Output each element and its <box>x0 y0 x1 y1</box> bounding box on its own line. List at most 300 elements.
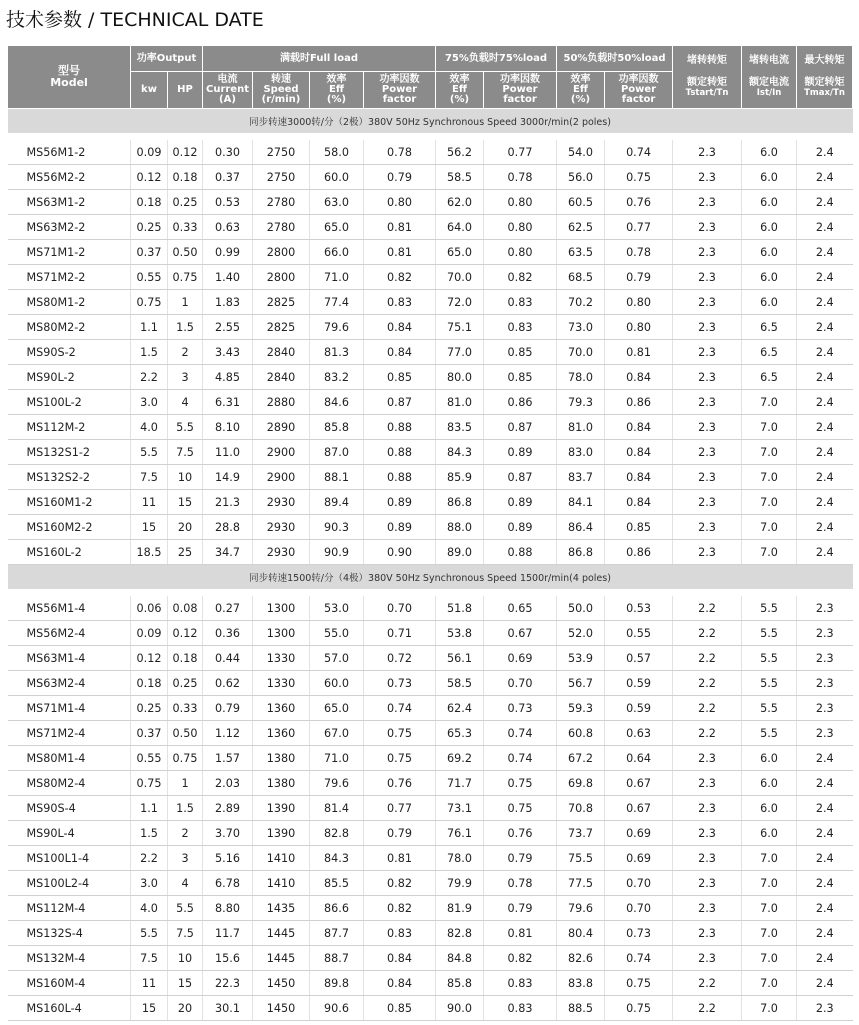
table-cell: 7.0 <box>742 871 797 896</box>
header-power-factor-50: 功率因数 Power factor <box>605 72 673 109</box>
table-cell: 0.83 <box>484 996 557 1021</box>
table-cell: 59.3 <box>557 696 605 721</box>
model-cell: MS112M-2 <box>8 415 131 440</box>
table-cell: 2.4 <box>797 515 853 540</box>
section-label: 同步转速3000转/分（2极）380V 50Hz Synchronous Speed 3000r/min(2 poles) <box>8 109 853 134</box>
table-cell: 2.4 <box>797 165 853 190</box>
header-full-load-group: 满载时Full load <box>203 46 436 72</box>
table-cell: 4.0 <box>131 415 168 440</box>
table-cell: 88.0 <box>436 515 484 540</box>
table-cell: 69.8 <box>557 771 605 796</box>
table-cell: 53.9 <box>557 646 605 671</box>
table-row <box>8 415 853 440</box>
table-cell: 5.5 <box>168 415 203 440</box>
table-cell: 20 <box>168 515 203 540</box>
table-cell: 6.0 <box>742 290 797 315</box>
table-cell: 6.0 <box>742 265 797 290</box>
table-cell: 1 <box>168 771 203 796</box>
table-cell: 72.0 <box>436 290 484 315</box>
table-cell: 2.2 <box>673 996 742 1021</box>
header-tmax: 最大转矩 额定转矩 Tmax/Tn <box>797 46 853 109</box>
table-cell: 0.87 <box>364 390 436 415</box>
table-cell: 1.1 <box>131 315 168 340</box>
section-spacer <box>8 133 853 140</box>
table-cell: 0.64 <box>605 746 673 771</box>
table-cell: 2930 <box>253 540 310 565</box>
table-cell: 54.0 <box>557 140 605 165</box>
table-cell: 2.2 <box>673 646 742 671</box>
table-cell: 0.79 <box>605 265 673 290</box>
table-cell: 62.5 <box>557 215 605 240</box>
table-row <box>8 971 853 996</box>
table-cell: 57.0 <box>310 646 364 671</box>
table-cell: 1435 <box>253 896 310 921</box>
table-cell: 2.3 <box>673 390 742 415</box>
table-cell: 3 <box>168 846 203 871</box>
model-cell: MS63M2-2 <box>8 215 131 240</box>
table-cell: 2900 <box>253 465 310 490</box>
table-row <box>8 621 853 646</box>
spacer-cell <box>8 133 853 140</box>
table-row <box>8 365 853 390</box>
table-cell: 6.0 <box>742 821 797 846</box>
table-cell: 0.89 <box>364 490 436 515</box>
table-cell: 30.1 <box>203 996 253 1021</box>
table-cell: 2.55 <box>203 315 253 340</box>
table-cell: 88.7 <box>310 946 364 971</box>
table-cell: 0.74 <box>605 140 673 165</box>
table-cell: 15 <box>131 515 168 540</box>
table-cell: 0.55 <box>605 621 673 646</box>
table-cell: 85.8 <box>310 415 364 440</box>
table-cell: 6.0 <box>742 746 797 771</box>
table-cell: 0.70 <box>605 871 673 896</box>
table-cell: 84.3 <box>310 846 364 871</box>
table-cell: 2.3 <box>673 871 742 896</box>
table-cell: 0.76 <box>364 771 436 796</box>
table-cell: 2.4 <box>797 771 853 796</box>
table-cell: 0.80 <box>484 190 557 215</box>
table-cell: 25 <box>168 540 203 565</box>
table-cell: 0.78 <box>364 140 436 165</box>
table-cell: 80.0 <box>436 365 484 390</box>
table-row <box>8 440 853 465</box>
table-cell: 0.36 <box>203 621 253 646</box>
table-cell: 2.2 <box>131 846 168 871</box>
table-cell: 10 <box>168 946 203 971</box>
table-cell: 75.1 <box>436 315 484 340</box>
table-cell: 2.3 <box>673 290 742 315</box>
table-cell: 0.77 <box>484 140 557 165</box>
table-cell: 3.43 <box>203 340 253 365</box>
table-cell: 0.80 <box>605 315 673 340</box>
table-row <box>8 290 853 315</box>
table-cell: 0.79 <box>203 696 253 721</box>
table-row <box>8 721 853 746</box>
model-cell: MS132S2-2 <box>8 465 131 490</box>
table-cell: 79.9 <box>436 871 484 896</box>
table-cell: 60.5 <box>557 190 605 215</box>
table-row <box>8 340 853 365</box>
model-cell: MS56M1-2 <box>8 140 131 165</box>
table-cell: 0.82 <box>364 896 436 921</box>
table-cell: 0.75 <box>484 796 557 821</box>
table-cell: 7.0 <box>742 515 797 540</box>
table-cell: 0.86 <box>605 390 673 415</box>
table-cell: 60.0 <box>310 165 364 190</box>
table-cell: 77.4 <box>310 290 364 315</box>
table-cell: 87.0 <box>310 440 364 465</box>
table-cell: 66.0 <box>310 240 364 265</box>
table-cell: 82.6 <box>557 946 605 971</box>
table-cell: 84.1 <box>557 490 605 515</box>
table-cell: 10 <box>168 465 203 490</box>
table-cell: 0.75 <box>605 971 673 996</box>
table-cell: 0.25 <box>168 190 203 215</box>
table-cell: 2.4 <box>797 315 853 340</box>
table-row <box>8 946 853 971</box>
table-cell: 58.5 <box>436 165 484 190</box>
table-cell: 7.0 <box>742 465 797 490</box>
table-row <box>8 315 853 340</box>
table-cell: 5.5 <box>168 896 203 921</box>
table-row <box>8 921 853 946</box>
table-cell: 1390 <box>253 796 310 821</box>
table-cell: 1390 <box>253 821 310 846</box>
table-row <box>8 896 853 921</box>
table-cell: 0.33 <box>168 215 203 240</box>
table-cell: 0.75 <box>605 996 673 1021</box>
table-cell: 0.82 <box>364 265 436 290</box>
table-cell: 85.5 <box>310 871 364 896</box>
table-cell: 62.0 <box>436 190 484 215</box>
table-cell: 71.0 <box>310 746 364 771</box>
table-cell: 79.6 <box>310 771 364 796</box>
section-header-row <box>8 565 853 590</box>
table-cell: 1 <box>168 290 203 315</box>
table-cell: 73.0 <box>557 315 605 340</box>
table-cell: 1450 <box>253 996 310 1021</box>
table-cell: 2900 <box>253 440 310 465</box>
model-cell: MS100L1-4 <box>8 846 131 871</box>
table-cell: 0.12 <box>131 646 168 671</box>
table-cell: 0.67 <box>605 796 673 821</box>
table-cell: 0.70 <box>484 671 557 696</box>
table-row <box>8 215 853 240</box>
header-75-load-group: 75%负载时75%load <box>436 46 557 72</box>
table-cell: 89.8 <box>310 971 364 996</box>
table-cell: 20 <box>168 996 203 1021</box>
table-cell: 0.72 <box>364 646 436 671</box>
table-cell: 1450 <box>253 971 310 996</box>
table-cell: 2.4 <box>797 821 853 846</box>
table-cell: 0.82 <box>484 946 557 971</box>
table-cell: 0.89 <box>364 515 436 540</box>
table-cell: 1445 <box>253 921 310 946</box>
table-cell: 70.0 <box>436 265 484 290</box>
table-cell: 8.10 <box>203 415 253 440</box>
table-cell: 2.4 <box>797 971 853 996</box>
table-cell: 89.4 <box>310 490 364 515</box>
table-cell: 14.9 <box>203 465 253 490</box>
table-row <box>8 846 853 871</box>
table-cell: 18.5 <box>131 540 168 565</box>
page-title: 技术参数 / TECHNICAL DATE <box>6 9 264 31</box>
table-row <box>8 871 853 896</box>
table-cell: 81.4 <box>310 796 364 821</box>
table-cell: 0.82 <box>364 871 436 896</box>
table-cell: 7.5 <box>131 465 168 490</box>
table-cell: 0.84 <box>605 490 673 515</box>
model-cell: MS160M-4 <box>8 971 131 996</box>
header-kw: kw <box>131 72 168 109</box>
table-cell: 0.12 <box>168 621 203 646</box>
table-cell: 0.75 <box>484 771 557 796</box>
table-cell: 0.69 <box>605 846 673 871</box>
table-row <box>8 490 853 515</box>
table-cell: 0.67 <box>484 621 557 646</box>
table-cell: 0.89 <box>484 515 557 540</box>
table-cell: 86.6 <box>310 896 364 921</box>
model-cell: MS56M2-2 <box>8 165 131 190</box>
table-cell: 2.3 <box>673 440 742 465</box>
table-row <box>8 390 853 415</box>
table-cell: 0.73 <box>605 921 673 946</box>
table-cell: 0.85 <box>484 365 557 390</box>
table-cell: 2750 <box>253 165 310 190</box>
model-cell: MS71M1-2 <box>8 240 131 265</box>
table-cell: 79.6 <box>557 896 605 921</box>
table-row <box>8 265 853 290</box>
table-cell: 2.3 <box>673 896 742 921</box>
table-cell: 83.8 <box>557 971 605 996</box>
table-cell: 0.83 <box>484 971 557 996</box>
table-cell: 77.0 <box>436 340 484 365</box>
table-cell: 0.90 <box>364 540 436 565</box>
table-cell: 0.84 <box>605 440 673 465</box>
table-cell: 2.3 <box>797 621 853 646</box>
table-cell: 60.8 <box>557 721 605 746</box>
table-cell: 2.3 <box>673 821 742 846</box>
table-cell: 0.53 <box>203 190 253 215</box>
table-cell: 7.0 <box>742 540 797 565</box>
table-cell: 90.9 <box>310 540 364 565</box>
table-cell: 68.5 <box>557 265 605 290</box>
table-cell: 83.7 <box>557 465 605 490</box>
table-cell: 0.80 <box>484 240 557 265</box>
table-cell: 6.5 <box>742 315 797 340</box>
table-cell: 85.9 <box>436 465 484 490</box>
table-cell: 0.85 <box>484 340 557 365</box>
table-cell: 71.0 <box>310 265 364 290</box>
table-cell: 5.5 <box>742 621 797 646</box>
table-cell: 2.4 <box>797 265 853 290</box>
table-cell: 6.78 <box>203 871 253 896</box>
table-row <box>8 165 853 190</box>
table-cell: 86.8 <box>557 540 605 565</box>
table-cell: 0.79 <box>364 165 436 190</box>
section-header-row <box>8 109 853 134</box>
table-cell: 0.85 <box>605 515 673 540</box>
table-cell: 1.5 <box>131 821 168 846</box>
table-cell: 15 <box>168 971 203 996</box>
table-cell: 2825 <box>253 290 310 315</box>
table-cell: 0.55 <box>131 265 168 290</box>
table-cell: 0.99 <box>203 240 253 265</box>
table-cell: 2.3 <box>673 415 742 440</box>
table-cell: 0.67 <box>605 771 673 796</box>
table-cell: 0.81 <box>364 240 436 265</box>
table-cell: 2840 <box>253 365 310 390</box>
table-row <box>8 465 853 490</box>
table-cell: 2.3 <box>673 365 742 390</box>
table-cell: 2.3 <box>673 215 742 240</box>
table-cell: 6.0 <box>742 140 797 165</box>
technical-data-table <box>7 45 853 1021</box>
table-cell: 70.0 <box>557 340 605 365</box>
table-cell: 2880 <box>253 390 310 415</box>
table-cell: 1360 <box>253 696 310 721</box>
table-cell: 90.6 <box>310 996 364 1021</box>
table-cell: 0.50 <box>168 721 203 746</box>
table-cell: 0.12 <box>131 165 168 190</box>
header-ist: 堵转电流 额定电流 Ist/In <box>742 46 797 109</box>
table-cell: 0.83 <box>364 921 436 946</box>
model-cell: MS71M1-4 <box>8 696 131 721</box>
table-cell: 65.0 <box>310 215 364 240</box>
table-cell: 88.5 <box>557 996 605 1021</box>
table-cell: 0.88 <box>364 415 436 440</box>
table-row <box>8 771 853 796</box>
table-cell: 0.71 <box>364 621 436 646</box>
table-cell: 2.3 <box>797 996 853 1021</box>
table-cell: 2.3 <box>673 240 742 265</box>
table-cell: 0.63 <box>203 215 253 240</box>
table-cell: 5.5 <box>742 671 797 696</box>
table-cell: 0.33 <box>168 696 203 721</box>
table-cell: 1.1 <box>131 796 168 821</box>
table-cell: 89.0 <box>436 540 484 565</box>
table-row <box>8 671 853 696</box>
model-cell: MS100L-2 <box>8 390 131 415</box>
table-cell: 2825 <box>253 315 310 340</box>
table-cell: 0.89 <box>484 440 557 465</box>
table-cell: 0.88 <box>364 465 436 490</box>
table-cell: 0.85 <box>364 996 436 1021</box>
table-cell: 2.3 <box>673 465 742 490</box>
table-cell: 2800 <box>253 240 310 265</box>
table-cell: 2840 <box>253 340 310 365</box>
table-cell: 6.0 <box>742 796 797 821</box>
table-cell: 87.7 <box>310 921 364 946</box>
table-cell: 34.7 <box>203 540 253 565</box>
table-cell: 11.0 <box>203 440 253 465</box>
table-cell: 56.7 <box>557 671 605 696</box>
table-cell: 7.0 <box>742 896 797 921</box>
table-cell: 0.88 <box>364 440 436 465</box>
table-cell: 7.5 <box>131 946 168 971</box>
table-cell: 2.4 <box>797 365 853 390</box>
model-cell: MS90S-4 <box>8 796 131 821</box>
table-cell: 5.5 <box>742 596 797 621</box>
table-cell: 2.3 <box>673 165 742 190</box>
table-cell: 0.87 <box>484 465 557 490</box>
header-output-group: 功率Output <box>131 46 203 72</box>
table-cell: 28.8 <box>203 515 253 540</box>
table-row <box>8 540 853 565</box>
table-cell: 67.0 <box>310 721 364 746</box>
table-cell: 78.0 <box>436 846 484 871</box>
table-cell: 15 <box>168 490 203 515</box>
table-cell: 2.3 <box>797 596 853 621</box>
table-cell: 0.77 <box>364 796 436 821</box>
table-cell: 0.08 <box>168 596 203 621</box>
table-cell: 2.3 <box>797 721 853 746</box>
table-cell: 2.2 <box>673 721 742 746</box>
table-cell: 2.3 <box>673 796 742 821</box>
model-cell: MS90S-2 <box>8 340 131 365</box>
table-cell: 2800 <box>253 265 310 290</box>
table-cell: 0.81 <box>605 340 673 365</box>
table-cell: 2.4 <box>797 215 853 240</box>
table-cell: 0.76 <box>605 190 673 215</box>
table-cell: 2.2 <box>673 671 742 696</box>
table-cell: 0.79 <box>484 896 557 921</box>
table-cell: 1380 <box>253 746 310 771</box>
table-body <box>8 109 853 1021</box>
table-cell: 2.4 <box>797 796 853 821</box>
table-cell: 0.25 <box>131 696 168 721</box>
table-cell: 2930 <box>253 490 310 515</box>
table-cell: 2.4 <box>797 921 853 946</box>
table-cell: 63.5 <box>557 240 605 265</box>
table-cell: 1.5 <box>131 340 168 365</box>
table-cell: 90.0 <box>436 996 484 1021</box>
table-cell: 2.3 <box>797 646 853 671</box>
table-cell: 2.4 <box>797 390 853 415</box>
table-cell: 1410 <box>253 846 310 871</box>
table-cell: 2.2 <box>673 596 742 621</box>
table-cell: 2 <box>168 340 203 365</box>
table-cell: 21.3 <box>203 490 253 515</box>
table-cell: 0.83 <box>484 315 557 340</box>
table-cell: 0.84 <box>605 465 673 490</box>
table-cell: 53.8 <box>436 621 484 646</box>
table-cell: 2.3 <box>673 746 742 771</box>
header-eff-50: 效率 Eff (%) <box>557 72 605 109</box>
table-cell: 7.0 <box>742 971 797 996</box>
table-cell: 0.30 <box>203 140 253 165</box>
table-cell: 6.5 <box>742 340 797 365</box>
table-cell: 2.4 <box>797 846 853 871</box>
table-cell: 1300 <box>253 596 310 621</box>
header-current: 电流 Current (A) <box>203 72 253 109</box>
table-cell: 2.4 <box>797 290 853 315</box>
model-cell: MS71M2-2 <box>8 265 131 290</box>
table-cell: 50.0 <box>557 596 605 621</box>
table-cell: 0.76 <box>484 821 557 846</box>
table-cell: 5.5 <box>131 921 168 946</box>
table-row <box>8 821 853 846</box>
table-cell: 0.86 <box>484 390 557 415</box>
table-cell: 0.37 <box>131 240 168 265</box>
table-cell: 0.74 <box>484 721 557 746</box>
model-cell: MS160L-4 <box>8 996 131 1021</box>
table-cell: 0.59 <box>605 696 673 721</box>
table-cell: 2.4 <box>797 490 853 515</box>
table-cell: 83.5 <box>436 415 484 440</box>
table-cell: 58.0 <box>310 140 364 165</box>
